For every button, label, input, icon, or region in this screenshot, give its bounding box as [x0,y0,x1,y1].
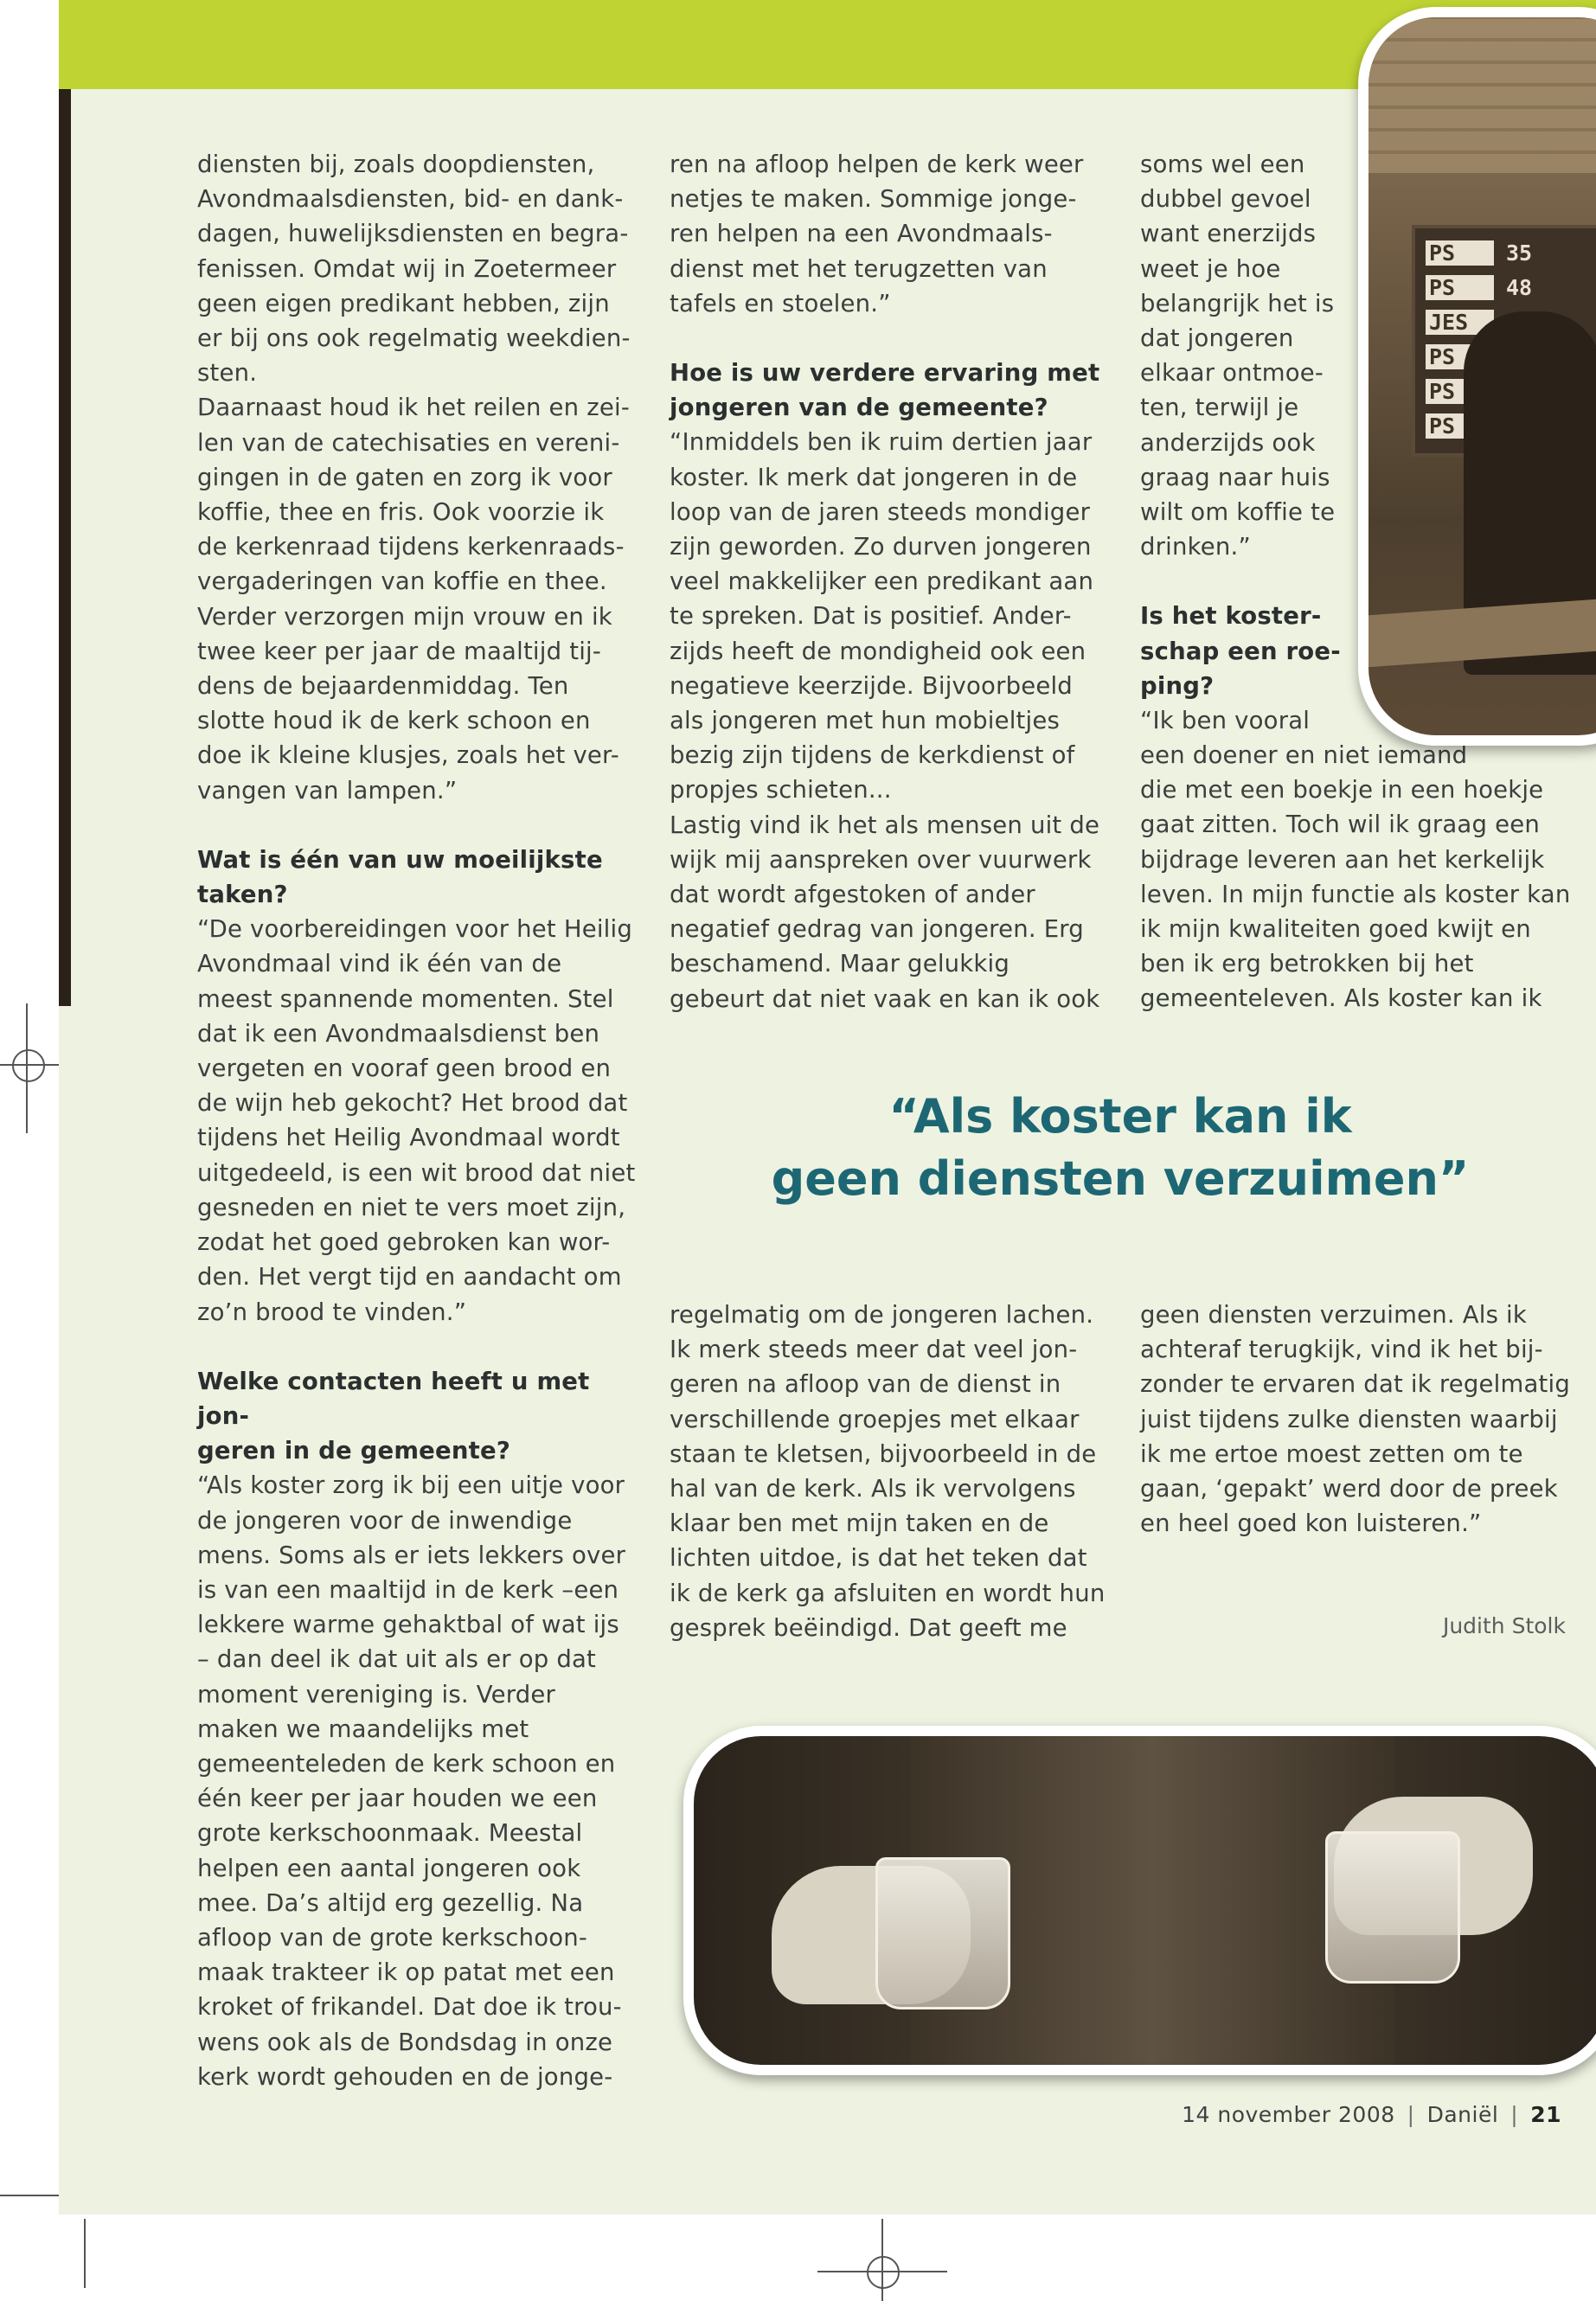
column3-paragraph-2a: “Ik ben vooral [1140,707,1311,735]
hymn-book: PS [1426,240,1494,266]
author-credit: Judith Stolk [1442,1613,1566,1638]
brick-wall [1368,17,1596,173]
crop-mark [84,2219,86,2288]
hymn-book: JES [1426,310,1494,335]
crop-mark [0,2195,59,2196]
communion-glasses-photo [683,1726,1596,2075]
column2-paragraph-2: “Inmiddels ben ik ruim dertien jaar koster. Ik merk dat jongeren in de loop van de jaren steeds mondiger zijn geworden. Zo durven jongeren veel makkelijker een predikant aan te spreken. Dat is positief. Ander- zijds heeft de mondigheid ook een negatieve keerzijde. Bijvoorbeeld als jongeren met hun mobieltjes bezig zijn tijdens de kerkdienst of propjes schieten... Lastig vind ik het als mensen uit de wijk mij aanspreken over vuurwerk dat wordt afgestoken of ander negatief gedrag van jongeren. Erg beschamend. Maar gelukkig gebeurt dat niet vaak en kan ik ook [670,428,1100,1013]
column3-paragraph-1: soms wel een dubbel gevoel want enerzijds weet je hoe belangrijk het is dat jongeren elkaar ontmoe- ten, terwijl je anderzijds ook graag naar huis wilt om koffie te drinken.” [1140,151,1336,561]
article-column-2-top [670,147,1119,1016]
left-glass [875,1857,1010,2009]
column1-paragraph-3: “Als koster zorg ik bij een uitje voor de jongeren voor de inwendige mens. Soms als er iets lekkers over is van een maaltijd in de kerk –een lekkere warme gehaktbal of wat ijs – dan deel ik dat uit als er op dat moment vereniging is. Verder maken we maandelijks met gemeenteleden de kerk schoon en één keer per jaar houden we een grote kerkschoonmaak. Meestal helpen een aantal jongeren ook mee. Da’s altijd erg gezellig. Na afloop van de grote kerkschoon- maak trakteer ik op patat met een kroket of frikandel. Dat doe ik trou- wens ook als de Bondsdag in onze kerk wordt gehouden en de jonge- [197,1471,626,2091]
magazine-name: Daniël [1426,2102,1499,2127]
column1-paragraph-2: “De voorbereidingen voor het Heilig Avondmaal vind ik één van de meest spannende momenten. Stel dat ik een Avondmaalsdienst ben vergeten en vooraf geen brood en de wijn heb gekocht? Het brood dat tijdens het Heilig Avondmaal wordt uitgedeeld, is een wit brood dat niet gesneden en niet te vers moet zijn, zodat het goed gebroken kan wor- den. Het vergt tijd en aandacht om zo’n brood te vinden.” [197,915,636,1326]
issue-date: 14 november 2008 [1182,2102,1395,2127]
column3-paragraph-3: geen diensten verzuimen. Als ik achteraf terugkijk, vind ik het bij- zonder te ervaren dat ik regelmatig juist tijdens zulke diensten waarbij ik me ertoe moest zetten om te gaan, ‘gepakt’ werd door de preek en heel goed kon luisteren.” [1140,1301,1570,1538]
hymn-book: PS [1426,275,1494,300]
hymn-board-row [1426,240,1532,266]
pull-quote: “Als koster kan ik geen diensten verzuimen” [771,1089,1470,1206]
question-heading-roeping: Is het koster- schap een roe- ping? [1140,602,1341,700]
question-heading-ervaring: Hoe is uw verdere ervaring met jongeren van de gemeente? [670,359,1100,422]
left-margin-rule [59,89,71,1006]
hymn-board-photo [1358,7,1596,746]
question-heading-moeilijkste-taken: Wat is één van uw moeilijkste taken? [197,845,603,909]
hymn-book: PS [1426,344,1494,369]
registration-mark [867,2256,900,2289]
column3-paragraph-2b: een doener en niet iemand die met een boekje in een hoekje gaat zitten. Toch wil ik graag een bijdrage leveren aan het kerkelijk leven. In mijn functie als koster kan ik mijn kwaliteiten goed kwijt en ben ik erg betrokken bij het gemeenteleven. Als koster kan ik [1140,741,1571,1013]
article-column-3-bottom [1140,1298,1590,1541]
question-heading-contacten: Welke contacten heeft u met jon- geren in de gemeente? [197,1367,590,1465]
article-column-2-bottom [670,1298,1119,1645]
column1-paragraph-1: diensten bij, zoals doopdiensten, Avondmaalsdiensten, bid- en dank- dagen, huwelijksdiensten en begra- fenissen. Omdat wij in Zoetermeer geen eigen predikant hebben, zijn er bij ons ook regelmatig weekdien- sten. Daarnaast houd ik het reilen en zei- len van de catechisaties en vereni- gingen in de gaten en zorg ik voor koffie, thee en fris. Ook voorzie ik de kerkenraad tijdens kerkenraads- vergaderingen van koffie en thee. Verder verzorgen mijn vrouw en ik twee keer per jaar de maaltijd tij- dens de bejaardenmiddag. Ten slotte houd ik de kerk schoon en doe ik kleine klusjes, zoals het ver- vangen van lampen.” [197,151,631,804]
page-footer: 14 november 2008 | Daniël | 21 [1182,2102,1561,2127]
hymn-number: 35 [1506,240,1533,266]
page-number: 21 [1530,2102,1561,2127]
hymn-book: PS [1426,379,1494,404]
article-column-3-continued [1140,738,1590,1016]
hymn-book: PS [1426,413,1494,439]
hymn-number: 48 [1506,275,1533,300]
column2-paragraph-3: regelmatig om de jongeren lachen. Ik merk steeds meer dat veel jon- geren na afloop van de dienst in verschillende groepjes met elkaar staan te kletsen, bijvoorbeeld in de hal van de kerk. Als ik vervolgens klaar ben met mijn taken en de lichten uitdoe, is dat het teken dat ik de kerk ga afsluiten en wordt hun gesprek beëindigd. Dat geeft me [670,1301,1106,1642]
registration-mark [12,1049,45,1082]
article-column-1 [197,147,647,2094]
hymn-board-row [1426,275,1532,300]
column2-paragraph-1: ren na afloop helpen de kerk weer netjes te maken. Sommige jonge- ren helpen na een Avondmaals- dienst met het terugzetten van tafels en stoelen.” [670,151,1084,317]
article-column-3-top [1140,147,1365,738]
right-glass [1325,1831,1460,1984]
